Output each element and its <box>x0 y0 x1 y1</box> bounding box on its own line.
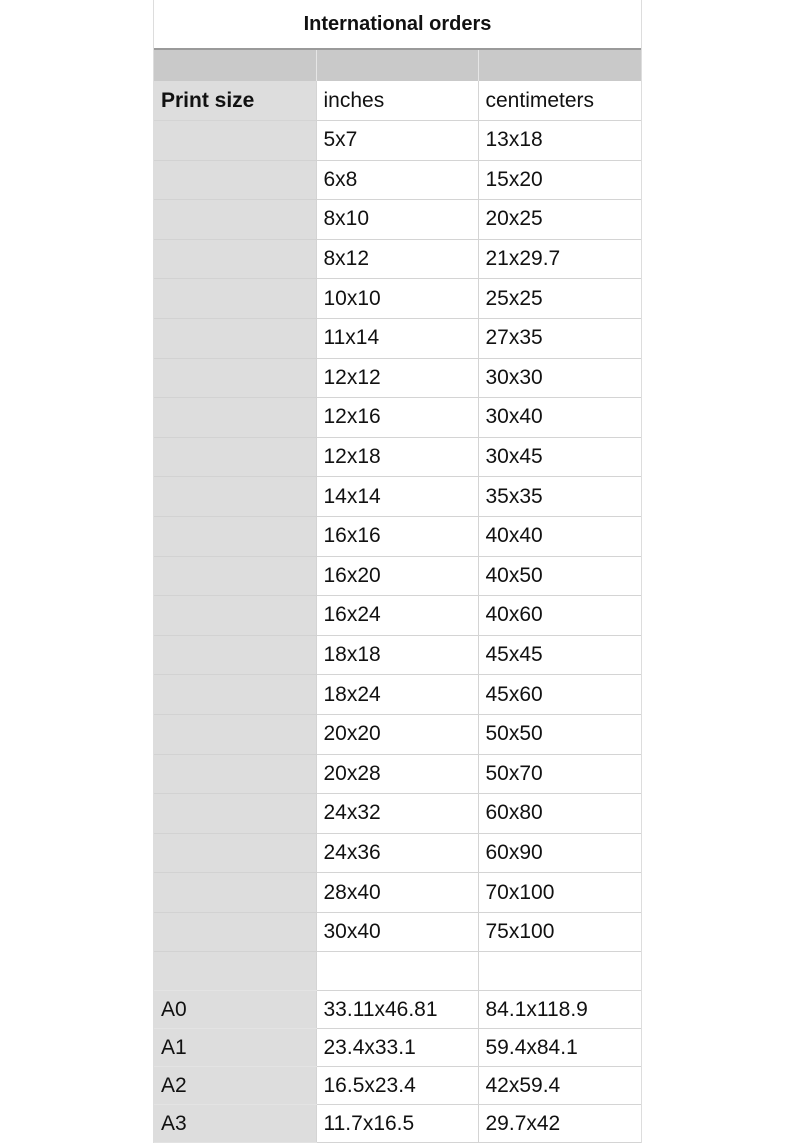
spacer-row <box>154 952 641 991</box>
inches-cell: 18x24 <box>316 675 478 715</box>
table-row <box>154 437 641 477</box>
paper-size-name-cell: A1 <box>154 1029 316 1067</box>
row-label-cell <box>154 833 316 873</box>
table-row <box>154 1029 641 1067</box>
row-label-cell <box>154 200 316 240</box>
sheet-title: International orders <box>154 0 641 50</box>
centimeters-cell: 42x59.4 <box>478 1067 641 1105</box>
inches-cell: 18x18 <box>316 635 478 675</box>
inches-cell: 12x12 <box>316 358 478 398</box>
centimeters-cell: 29.7x42 <box>478 1105 641 1143</box>
centimeters-cell: 40x50 <box>478 556 641 596</box>
print-size-table <box>154 50 641 1143</box>
row-label-cell <box>154 556 316 596</box>
centimeters-cell: 30x45 <box>478 437 641 477</box>
row-label-cell <box>154 239 316 279</box>
inches-cell: 28x40 <box>316 873 478 913</box>
inches-cell: 16.5x23.4 <box>316 1067 478 1105</box>
row-label-cell <box>154 279 316 319</box>
row-label-cell <box>154 398 316 438</box>
inches-cell: 20x28 <box>316 754 478 794</box>
inches-cell: 16x20 <box>316 556 478 596</box>
table-row <box>154 596 641 636</box>
centimeters-cell: 60x90 <box>478 833 641 873</box>
inches-cell: 10x10 <box>316 279 478 319</box>
row-label-cell <box>154 754 316 794</box>
row-label-cell <box>154 714 316 754</box>
centimeters-cell: 30x40 <box>478 398 641 438</box>
table-row <box>154 556 641 596</box>
centimeters-cell: 21x29.7 <box>478 239 641 279</box>
row-label-cell <box>154 675 316 715</box>
inches-column-header: inches <box>316 81 478 121</box>
centimeters-cell: 84.1x118.9 <box>478 991 641 1029</box>
row-label-cell <box>154 794 316 834</box>
empty-cell <box>478 952 641 991</box>
inches-cell: 6x8 <box>316 160 478 200</box>
centimeters-cell: 40x40 <box>478 516 641 556</box>
empty-cell <box>316 952 478 991</box>
table-row <box>154 873 641 913</box>
table-row <box>154 200 641 240</box>
column-header-row <box>154 81 641 121</box>
table-row <box>154 358 641 398</box>
row-label-cell <box>154 437 316 477</box>
inches-cell: 24x36 <box>316 833 478 873</box>
inches-cell: 8x10 <box>316 200 478 240</box>
table-row <box>154 754 641 794</box>
centimeters-cell: 59.4x84.1 <box>478 1029 641 1067</box>
paper-size-name-cell: A2 <box>154 1067 316 1105</box>
table-row <box>154 239 641 279</box>
table-row <box>154 1105 641 1143</box>
table-row <box>154 635 641 675</box>
inches-cell: 24x32 <box>316 794 478 834</box>
inches-cell: 12x16 <box>316 398 478 438</box>
row-label-cell <box>154 912 316 952</box>
row-label-cell <box>154 477 316 517</box>
centimeters-cell: 27x35 <box>478 318 641 358</box>
row-label-cell <box>154 635 316 675</box>
centimeters-cell: 15x20 <box>478 160 641 200</box>
centimeters-cell: 45x60 <box>478 675 641 715</box>
inches-cell: 5x7 <box>316 121 478 161</box>
table-row <box>154 279 641 319</box>
centimeters-cell: 45x45 <box>478 635 641 675</box>
table-row <box>154 477 641 517</box>
centimeters-cell: 25x25 <box>478 279 641 319</box>
print-size-label: Print size <box>154 81 316 121</box>
inches-cell: 11.7x16.5 <box>316 1105 478 1143</box>
inches-cell: 8x12 <box>316 239 478 279</box>
centimeters-cell: 30x30 <box>478 358 641 398</box>
table-row <box>154 794 641 834</box>
inches-cell: 20x20 <box>316 714 478 754</box>
inches-cell: 30x40 <box>316 912 478 952</box>
centimeters-cell: 13x18 <box>478 121 641 161</box>
row-label-cell <box>154 952 316 991</box>
centimeters-cell: 40x60 <box>478 596 641 636</box>
inches-cell: 33.11x46.81 <box>316 991 478 1029</box>
centimeters-cell: 35x35 <box>478 477 641 517</box>
inches-cell: 16x16 <box>316 516 478 556</box>
centimeters-cell: 70x100 <box>478 873 641 913</box>
row-label-cell <box>154 873 316 913</box>
centimeters-cell: 20x25 <box>478 200 641 240</box>
header-band-row <box>154 50 641 81</box>
table-row <box>154 912 641 952</box>
inches-cell: 14x14 <box>316 477 478 517</box>
centimeters-cell: 60x80 <box>478 794 641 834</box>
table-row <box>154 991 641 1029</box>
table-row <box>154 398 641 438</box>
centimeters-cell: 75x100 <box>478 912 641 952</box>
header-band-cell <box>154 50 316 81</box>
row-label-cell <box>154 596 316 636</box>
inches-cell: 11x14 <box>316 318 478 358</box>
inches-cell: 23.4x33.1 <box>316 1029 478 1067</box>
table-row <box>154 121 641 161</box>
row-label-cell <box>154 318 316 358</box>
centimeters-cell: 50x70 <box>478 754 641 794</box>
row-label-cell <box>154 121 316 161</box>
paper-size-name-cell: A3 <box>154 1105 316 1143</box>
row-label-cell <box>154 516 316 556</box>
row-label-cell <box>154 358 316 398</box>
table-row <box>154 516 641 556</box>
centimeters-column-header: centimeters <box>478 81 641 121</box>
inches-cell: 12x18 <box>316 437 478 477</box>
row-label-cell <box>154 160 316 200</box>
inches-cell: 16x24 <box>316 596 478 636</box>
table-row <box>154 1067 641 1105</box>
paper-size-name-cell: A0 <box>154 991 316 1029</box>
header-band-cell <box>316 50 478 81</box>
table-row <box>154 714 641 754</box>
header-band-cell <box>478 50 641 81</box>
centimeters-cell: 50x50 <box>478 714 641 754</box>
table-row <box>154 675 641 715</box>
table-row <box>154 160 641 200</box>
table-row <box>154 318 641 358</box>
spreadsheet <box>153 0 642 1143</box>
table-row <box>154 833 641 873</box>
